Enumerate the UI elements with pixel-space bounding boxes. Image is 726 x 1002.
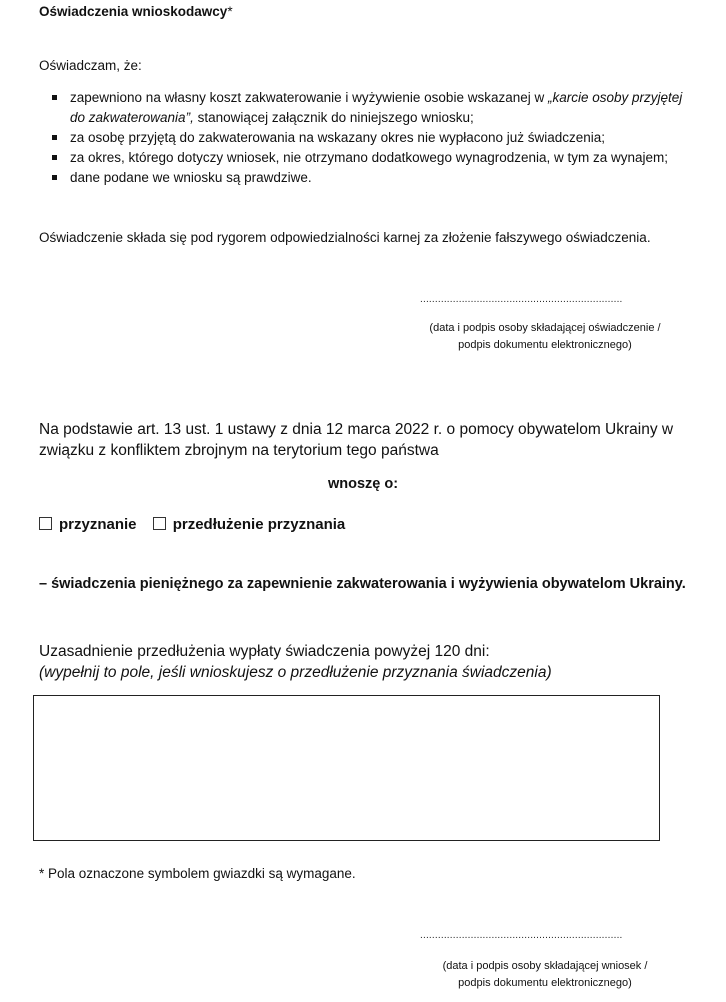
list-item: dane podane we wniosku są prawdziwe. <box>52 168 692 188</box>
benefit-description: – świadczenia pieniężnego za zapewnienie zakwaterowania i wyżywienia obywatelom Ukrainy. <box>39 576 686 592</box>
bullet-square-icon <box>52 95 57 100</box>
request-heading: wnoszę o: <box>327 476 399 492</box>
declaration-list <box>52 88 692 188</box>
option-extend[interactable]: przedłużenie przyznania <box>153 516 346 533</box>
grant-checkbox[interactable] <box>39 517 52 530</box>
signature-line: .................................................................... <box>420 930 623 941</box>
extend-checkbox[interactable] <box>153 517 166 530</box>
bullet-square-icon <box>52 135 57 140</box>
required-fields-note: * Pola oznaczone symbolem gwiazdki są wymagane. <box>39 866 356 881</box>
section-title: Oświadczenia wnioskodawcy* <box>39 4 233 19</box>
justification-textarea[interactable] <box>33 695 660 841</box>
request-options <box>39 516 357 533</box>
signature-caption: (data i podpis osoby składającej wniosek / podpis dokumentu elektronicznego) <box>442 960 648 989</box>
legal-basis: Na podstawie art. 13 ust. 1 ustawy z dnia 12 marca 2022 r. o pomocy obywatelom Ukrainy w związku z konfliktem zbrojnym na terytorium tego państwa <box>39 421 674 459</box>
list-item: za osobę przyjętą do zakwaterowania na wskazany okres nie wypłacono już świadczenia; <box>52 128 692 148</box>
signature-caption: (data i podpis osoby składającej oświadczenie / podpis dokumentu elektronicznego) <box>429 322 661 351</box>
bullet-square-icon <box>52 155 57 160</box>
declaration-intro: Oświadczam, że: <box>39 58 142 73</box>
liability-note: Oświadczenie składa się pod rygorem odpowiedzialności karnej za złożenie fałszywego oświadczenia. <box>39 230 651 245</box>
option-grant[interactable]: przyznanie <box>39 516 137 533</box>
bullet-square-icon <box>52 175 57 180</box>
list-item: zapewniono na własny koszt zakwaterowanie i wyżywienie osobie wskazanej w „karcie osoby przyjętej do zakwaterowania”, stanowiącej załącznik do niniejszego wniosku; <box>52 88 692 128</box>
list-item: za okres, którego dotyczy wniosek, nie otrzymano dodatkowego wynagrodzenia, w tym za wynajem; <box>52 148 692 168</box>
signature-line: .................................................................... <box>420 294 623 305</box>
justification-label: Uzasadnienie przedłużenia wypłaty świadczenia powyżej 120 dni: (wypełnij to pole, jeśli wnioskujesz o przedłużenie przyznania świadczenia) <box>39 643 552 681</box>
